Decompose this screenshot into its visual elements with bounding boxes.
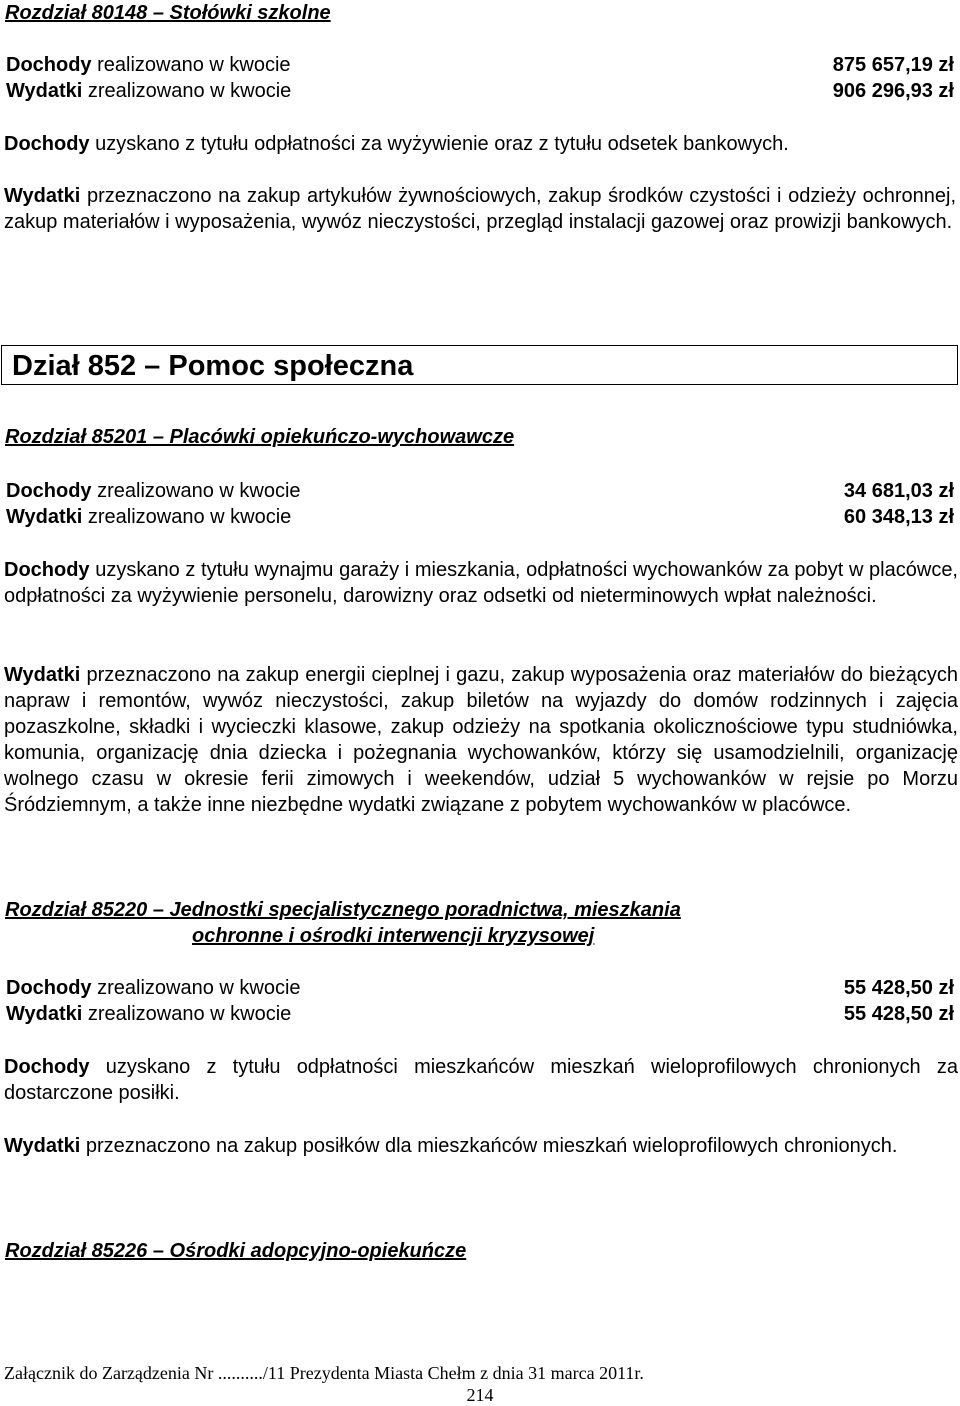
expense-keyword: Wydatki xyxy=(6,1003,83,1025)
income-amount: 34 681,03 zł xyxy=(843,480,954,502)
expense-label xyxy=(6,1001,291,1027)
income-paragraph xyxy=(4,1054,958,1106)
paragraph-keyword: Dochody xyxy=(4,559,90,581)
department-header-box xyxy=(1,345,958,385)
paragraph-keyword: Dochody xyxy=(4,133,90,155)
expense-text: zrealizowano w kwocie xyxy=(82,1003,292,1025)
paragraph-keyword: Dochody xyxy=(4,1056,90,1078)
section-title-80148: Rozdział 80148 – Stołówki szkolne xyxy=(5,2,331,24)
paragraph-text: uzyskano z tytułu odpłatności za wyżywienie oraz z tytułu odsetek bankowych. xyxy=(89,133,789,155)
paragraph-text: uzyskano z tytułu wynajmu garaży i mieszkania, odpłatności wychowanków za pobyt w placówce, odpłatności za wyżywienie personelu, darowizny oraz odsetki od nieterminowych wpłat należności. xyxy=(4,559,958,607)
income-amount: 875 657,19 zł xyxy=(832,54,954,76)
expense-amount: 906 296,93 zł xyxy=(832,80,954,102)
section-title-85220-line1: Rozdział 85220 – Jednostki specjalistycznego poradnictwa, mieszkania xyxy=(5,899,681,921)
paragraph-text: przeznaczono na zakup energii cieplnej i gazu, zakup wyposażenia oraz materiałów do bieżących napraw i remontów, wywóz nieczystości, zakup biletów na wyjazdy do domów rodzinnych i zajęcia pozaszkolne, składki i wycieczki klasowe, zakup odzieży na spotkania okolicznościowe typu studniówka, komunia, organizację dnia dziecka i pożegnania wychowanków, którzy się usamodzielnili, organizację wolnego czasu w okresie ferii zimowych i weekendów, udział 5 wychowanków w rejsie po Morzu Śródziemnym, a także inne niezbędne wydatki związane z pobytem wychowanków w placówce. xyxy=(4,664,958,816)
income-text: zrealizowano w kwocie xyxy=(91,977,301,999)
section-title-85220-line2: ochronne i ośrodki interwencji kryzysowej xyxy=(192,925,595,947)
income-label xyxy=(6,478,301,504)
paragraph-text: uzyskano z tytułu odpłatności mieszkańców mieszkań wieloprofilowych chronionych za dostarczone posiłki. xyxy=(4,1056,958,1104)
income-keyword: Dochody xyxy=(6,54,92,76)
paragraph-text: przeznaczono na zakup posiłków dla mieszkańców mieszkań wieloprofilowych chronionych. xyxy=(80,1135,898,1157)
expense-keyword: Wydatki xyxy=(6,506,83,528)
paragraph-keyword: Wydatki xyxy=(4,185,81,207)
income-label xyxy=(6,52,291,78)
income-keyword: Dochody xyxy=(6,480,92,502)
paragraph-keyword: Wydatki xyxy=(4,1135,81,1157)
income-text: realizowano w kwocie xyxy=(91,54,291,76)
income-label xyxy=(6,975,301,1001)
expense-amount: 55 428,50 zł xyxy=(843,1003,954,1025)
expense-amount: 60 348,13 zł xyxy=(843,506,954,528)
expense-paragraph xyxy=(4,1133,958,1159)
expense-paragraph xyxy=(4,183,956,235)
income-amount: 55 428,50 zł xyxy=(843,977,954,999)
expense-text: zrealizowano w kwocie xyxy=(82,80,292,102)
expense-label xyxy=(6,504,291,530)
expense-label xyxy=(6,78,291,104)
section-title-85226: Rozdział 85226 – Ośrodki adopcyjno-opiekuńcze xyxy=(5,1240,467,1262)
department-title: Dział 852 – Pomoc społeczna xyxy=(12,350,414,382)
page-number: 214 xyxy=(466,1385,494,1405)
income-paragraph xyxy=(4,557,958,609)
income-keyword: Dochody xyxy=(6,977,92,999)
paragraph-keyword: Wydatki xyxy=(4,664,81,686)
paragraph-text: przeznaczono na zakup artykułów żywnościowych, zakup środków czystości i odzieży ochronnej, zakup materiałów i wyposażenia, wywóz nieczystości, przegląd instalacji gazowej oraz prowizji bankowych. xyxy=(4,185,956,233)
expense-keyword: Wydatki xyxy=(6,80,83,102)
income-paragraph xyxy=(4,131,956,157)
expense-text: zrealizowano w kwocie xyxy=(82,506,292,528)
footer-note: Załącznik do Zarządzenia Nr ........../11 Prezydenta Miasta Chełm z dnia 31 marca 2011r. xyxy=(4,1363,644,1383)
section-title-85201: Rozdział 85201 – Placówki opiekuńczo-wychowawcze xyxy=(5,426,515,448)
income-text: zrealizowano w kwocie xyxy=(91,480,301,502)
expense-paragraph xyxy=(4,662,958,818)
